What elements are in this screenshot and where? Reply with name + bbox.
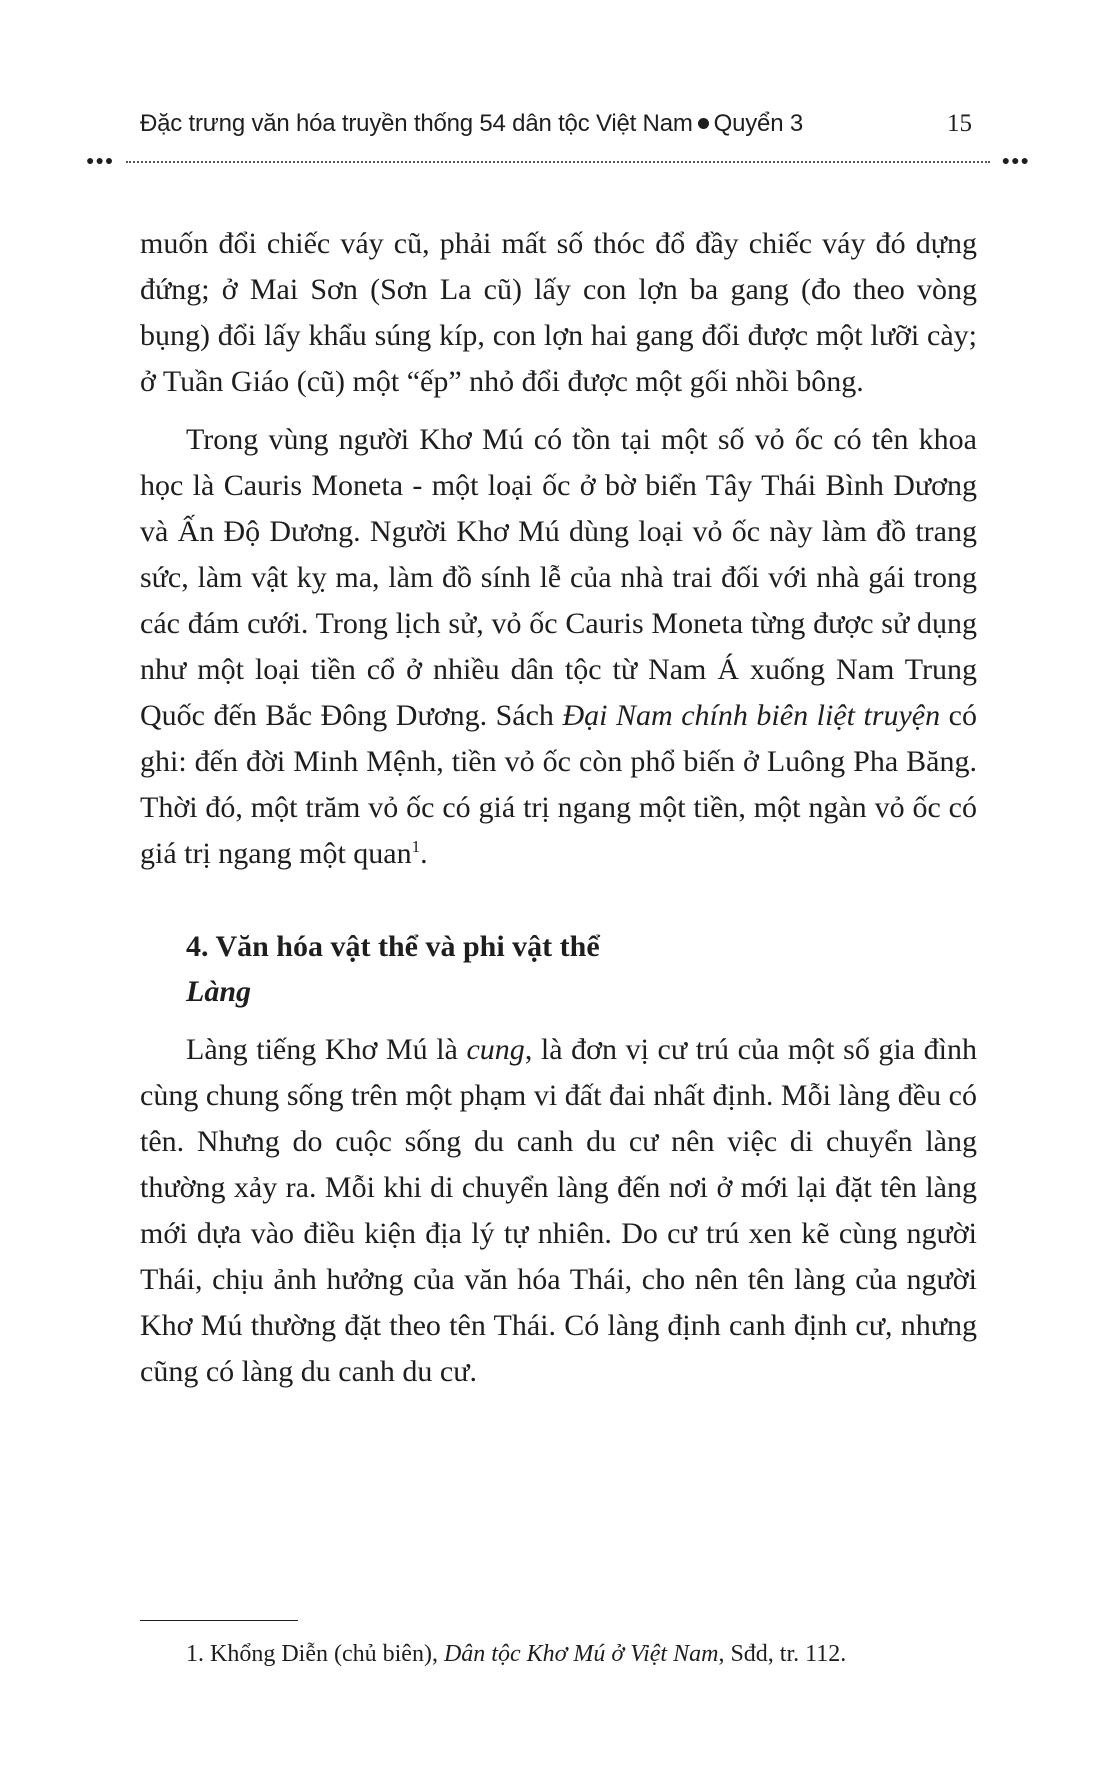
- paragraph-3-text-b: , là đơn vị cư trú của một số gia đình cùng chung sống trên một phạm vi đất đai nhất định. Mỗi làng đều có tên. Nhưng do cuộc sống du canh du cư nên việc di chuyển làng thường xảy ra. Mỗi khi di chuyển làng đến nơi ở mới lại đặt tên làng mới dựa vào điều kiện địa lý tự nhiên. Do cư trú xen kẽ cùng người Thái, chịu ảnh hưởng của văn hóa Thái, cho nên tên làng của người Khơ Mú thường đặt theo tên Thái. Có làng định canh định cư, nhưng cũng có làng du canh du cư.: [140, 1033, 978, 1388]
- paragraph-2-end: .: [420, 837, 428, 870]
- page-number: 15: [947, 110, 972, 137]
- footnote-rule: [140, 1620, 298, 1621]
- footnote-text-a: 1. Khổng Diễn (chủ biên),: [186, 1641, 444, 1667]
- paragraph-3: [140, 1027, 977, 1395]
- running-title: [140, 110, 803, 138]
- footnote-ref: 1: [411, 837, 421, 856]
- dotted-line: [126, 161, 990, 163]
- rule-dots-right: ●●●: [1001, 154, 1030, 169]
- paragraph-3-text-a: Làng tiếng Khơ Mú là: [186, 1033, 467, 1066]
- separator-dot: [698, 118, 709, 129]
- book-title: Đặc trưng văn hóa truyền thống 54 dân tộc Việt Nam: [140, 110, 693, 137]
- section-subheading: Làng: [186, 975, 252, 1008]
- rule-dots-left: ●●●: [86, 154, 115, 169]
- paragraph-2-text-b: có ghi: đến đời Minh Mệnh, tiền vỏ ốc còn phổ biến ở Luông Pha Băng. Thời đó, một trăm vỏ ốc có giá trị ngang một tiền, một ngàn vỏ ốc có giá trị ngang một quan: [140, 699, 977, 870]
- page-body: [140, 221, 977, 1395]
- paragraph-2-text-a: Trong vùng người Khơ Mú có tồn tại một số vỏ ốc có tên khoa học là Cauris Moneta - một loại ốc ở bờ biển Tây Thái Bình Dương và Ấn Độ Dương. Người Khơ Mú dùng loại vỏ ốc này làm đồ trang sức, làm vật kỵ ma, làm đồ sính lễ của nhà trai đối với nhà gái trong các đám cưới. Trong lịch sử, vỏ ốc Cauris Moneta từng được sử dụng như một loại tiền cổ ở nhiều dân tộc từ Nam Á xuống Nam Trung Quốc đến Bắc Đông Dương. Sách: [140, 423, 977, 732]
- paragraph-2: [140, 417, 977, 877]
- book-citation: Đại Nam chính biên liệt truyện: [562, 699, 941, 732]
- paragraph-1: muốn đổi chiếc váy cũ, phải mất số thóc đổ đầy chiếc váy đó dựng đứng; ở Mai Sơn (Sơn La cũ) lấy con lợn ba gang (đo theo vòng bụng) đổi lấy khẩu súng kíp, con lợn hai gang đổi được một lưỡi cày; ở Tuần Giáo (cũ) một “ếp” nhỏ đổi được một gối nhồi bông.: [140, 227, 977, 398]
- header-rule: [86, 154, 1030, 169]
- volume-label: Quyển 3: [713, 110, 803, 137]
- running-header: [140, 108, 972, 148]
- footnote: [186, 1638, 846, 1670]
- footnote-text-b: , Sđd, tr. 112.: [718, 1641, 847, 1667]
- footnote-title: Dân tộc Khơ Mú ở Việt Nam: [443, 1641, 719, 1667]
- term-cung: cung: [466, 1033, 525, 1066]
- section-heading: 4. Văn hóa vật thể và phi vật thể: [186, 930, 600, 963]
